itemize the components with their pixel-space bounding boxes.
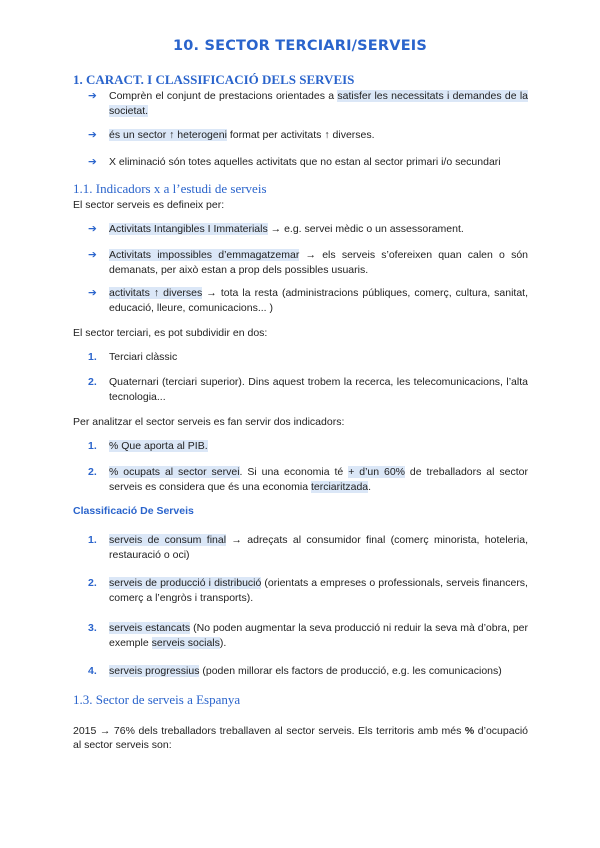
- arrow-right-icon: ➔: [88, 223, 97, 235]
- page-title: 10. SECTOR TERCIARI/SERVEIS: [172, 38, 428, 54]
- paragraph: El sector terciari, es pot subdividir en dos:: [73, 327, 268, 339]
- list-item: 2. % ocupats al sector servei. Si una economia té + d’un 60% de treballadors al sector serveis es considera que és una economia terciaritzada.: [88, 466, 528, 493]
- paragraph: El sector serveis es defineix per:: [73, 199, 225, 211]
- section-heading-1-1: 1.1. Indicadors x a l’estudi de serveis: [73, 181, 267, 196]
- arrow-right-icon: ➔: [88, 287, 97, 299]
- list-item: ➔ Activitats impossibles d’emmagatzemar → els serveis s’ofereixen quan calen o són demanats, per això estan a prop dels possibles usuaris.: [88, 249, 528, 276]
- section-heading-1-3: 1.3. Sector de serveis a Espanya: [73, 692, 241, 707]
- section-heading-classificacio: Classificació De Serveis: [73, 505, 194, 517]
- list-item: 4. serveis progressius (poden millorar els factors de producció, e.g. les comunicacions): [88, 665, 502, 677]
- arrow-right-icon: ➔: [88, 249, 97, 261]
- arrow-right-icon: ➔: [88, 129, 97, 141]
- section-heading-1: 1. CARACT. I CLASSIFICACIÓ DELS SERVEIS: [73, 72, 355, 87]
- list-item: 2. serveis de producció i distribució (orientats a empreses o professionals, serveis financers, comerç a l’engròs i transports).: [88, 577, 528, 604]
- arrow-right-icon: ➔: [88, 90, 97, 102]
- list-item: ➔ Activitats Intangibles I Immaterials → e.g. servei mèdic o un assessorament.: [88, 223, 464, 235]
- list-item: 3. serveis estancats (No poden augmentar la seva producció ni reduir la seva mà d’obra, per exemple serveis socials).: [88, 622, 528, 649]
- list-item: 2. Quaternari (terciari superior). Dins aquest trobem la recerca, les telecomunicacions, l’alta tecnologia...: [88, 376, 528, 403]
- list-item: ➔ Comprèn el conjunt de prestacions orientades a satisfer les necessitats i demandes de la societat.: [88, 90, 528, 117]
- arrow-right-icon: ➔: [88, 156, 97, 168]
- paragraph: 2015 → 76% dels treballadors treballaven al sector serveis. Els territoris amb més % d’ocupació al sector serveis son:: [73, 725, 528, 751]
- paragraph: Per analitzar el sector serveis es fan servir dos indicadors:: [73, 416, 345, 428]
- list-item: 1. Terciari clàssic: [88, 351, 178, 363]
- list-item: 1. % Que aporta al PIB.: [88, 440, 208, 452]
- list-item: ➔ és un sector ↑ heterogeni format per activitats ↑ diverses.: [88, 129, 375, 141]
- list-item: ➔ activitats ↑ diverses → tota la resta (administracions públiques, comerç, cultura, sanitat, educació, lleure, comunicacions... ): [88, 287, 528, 314]
- list-item: 1. serveis de consum final → adreçats al consumidor final (comerç minorista, hoteleria, restauració o oci): [88, 534, 529, 561]
- list-item: ➔ X eliminació són totes aquelles activitats que no estan al sector primari i/o secundari: [88, 156, 501, 168]
